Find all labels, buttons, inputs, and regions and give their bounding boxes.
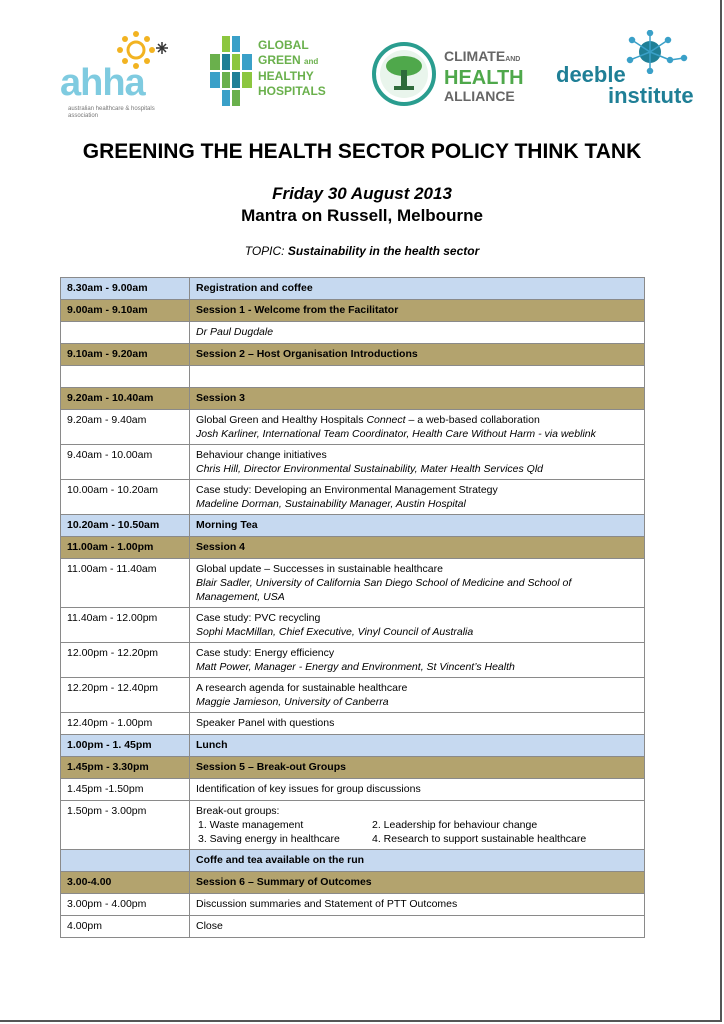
time-cell: 12.40pm - 1.00pm [61,713,190,735]
ggh-and: and [304,57,319,66]
item-cell [190,445,645,480]
time-cell: 1.00pm - 1. 45pm [61,735,190,757]
item-cell: Registration and coffee [190,278,645,300]
item-cell: Speaker Panel with questions [190,713,645,735]
time-cell: 10.00am - 10.20am [61,480,190,515]
item-title: Case study: PVC recycling [196,612,321,624]
time-cell: 9.10am - 9.20am [61,344,190,366]
breakout-groups-list [196,818,638,846]
table-row [61,366,645,388]
speaker-name: Josh Karliner, International Team Coordinator, Health Care Without Harm - via weblink [196,428,596,440]
table-row [61,278,645,300]
table-row [61,779,645,801]
item-title: Case study: Developing an Environmental Management Strategy [196,484,498,496]
item-cell [190,322,645,344]
item-cell [190,559,645,608]
table-row [61,515,645,537]
ggh-logo [208,36,348,106]
table-row [61,801,645,850]
table-row [61,850,645,872]
cha-wordmark [444,48,524,104]
time-cell: 11.00am - 1.00pm [61,537,190,559]
item-cell [190,608,645,643]
item-title: Break-out groups: [196,805,280,817]
ggh-line2 [258,53,326,69]
item-cell: Discussion summaries and Statement of PTT Outcomes [190,894,645,916]
table-row [61,445,645,480]
list-item: 2. Leadership for behaviour change [372,819,538,831]
cha-line2: HEALTH [444,67,524,89]
time-cell: 3.00-4.00 [61,872,190,894]
cha-climate: CLIMATE [444,48,506,64]
time-cell: 1.45pm -1.50pm [61,779,190,801]
ggh-line3: HEALTHY [258,69,314,83]
item-cell [190,801,645,850]
time-cell: 3.00pm - 4.00pm [61,894,190,916]
item-cell [190,678,645,713]
speaker-name: Chris Hill, Director Environmental Sustainability, Mater Health Services Qld [196,463,544,475]
time-cell: 4.00pm [61,916,190,938]
table-row [61,735,645,757]
table-row [61,713,645,735]
table-row [61,344,645,366]
table-row [61,608,645,643]
time-cell: 8.30am - 9.00am [61,278,190,300]
item-cell [190,410,645,445]
item-title: Case study: Energy efficiency [196,647,335,659]
ggh-line4: HOSPITALS [258,84,326,98]
item-title [196,414,540,426]
table-row [61,410,645,445]
time-cell [61,322,190,344]
deeble-logo [556,30,696,110]
item-title-pre: Global Green and Healthy Hospitals [196,414,367,426]
time-cell: 9.00am - 9.10am [61,300,190,322]
time-cell: 10.20am - 10.50am [61,515,190,537]
time-cell: 12.20pm - 12.40pm [61,678,190,713]
table-row [61,757,645,779]
time-cell: 9.20am - 9.40am [61,410,190,445]
topic-text: Sustainability in the health sector [287,244,480,258]
item-cell: Coffe and tea available on the run [190,850,645,872]
item-cell: Session 1 - Welcome from the Facilitator [190,300,645,322]
cha-logo [372,42,532,112]
item-title: Global update – Successes in sustainable healthcare [196,563,443,575]
table-row [61,559,645,608]
time-cell: 1.45pm - 3.30pm [61,757,190,779]
table-row [61,678,645,713]
item-title: Behaviour change initiatives [196,449,327,461]
tree-globe-icon [372,42,436,106]
table-row [61,300,645,322]
topic-line [0,244,724,258]
item-title-post: – a web-based collaboration [405,414,540,426]
cross-grid-icon [208,36,254,106]
cha-and: AND [505,56,521,63]
table-row [61,872,645,894]
table-row [61,894,645,916]
time-cell: 12.00pm - 12.20pm [61,643,190,678]
item-cell: Identification of key issues for group discussions [190,779,645,801]
time-cell: 1.50pm - 3.00pm [61,801,190,850]
item-cell: Session 5 – Break-out Groups [190,757,645,779]
item-cell: Session 3 [190,388,645,410]
page-title: GREENING THE HEALTH SECTOR POLICY THINK TANK [82,140,642,163]
time-cell: 11.00am - 11.40am [61,559,190,608]
item-cell [190,480,645,515]
item-cell: Session 2 – Host Organisation Introductions [190,344,645,366]
item-cell: Lunch [190,735,645,757]
ahha-wordmark: ahha [60,62,145,104]
item-cell: Morning Tea [190,515,645,537]
item-cell: Session 6 – Summary of Outcomes [190,872,645,894]
time-cell [61,366,190,388]
speaker-name: Madeline Dorman, Sustainability Manager, Austin Hospital [196,498,466,510]
ggh-line1: GLOBAL [258,38,309,52]
table-row [61,388,645,410]
item-cell [190,643,645,678]
ahha-subtitle: australian healthcare & hospitals association [68,106,155,119]
speaker-name: Blair Sadler, University of California San Diego School of Medicine and School of Management, USA [196,577,572,603]
list-item: 3. Saving energy in healthcare [198,833,340,845]
table-row [61,643,645,678]
cha-line1 [444,48,524,68]
item-title-em: Connect [366,414,406,426]
deeble-line1: deeble [556,62,626,87]
speaker-name: Maggie Jamieson, University of Canberra [196,696,389,708]
time-cell: 9.20am - 10.40am [61,388,190,410]
table-row [61,537,645,559]
table-row [61,480,645,515]
topic-label: TOPIC: [244,244,285,258]
speaker-name: Dr Paul Dugdale [196,326,274,338]
speaker-name: Matt Power, Manager - Energy and Environment, St Vincent’s Health [196,661,515,673]
list-item: 4. Research to support sustainable healthcare [372,833,587,845]
event-venue: Mantra on Russell, Melbourne [241,206,483,225]
cha-line3: ALLIANCE [444,88,515,104]
time-cell: 11.40am - 12.00pm [61,608,190,643]
item-cell: Session 4 [190,537,645,559]
item-cell: Close [190,916,645,938]
table-row [61,916,645,938]
deeble-line2: institute [608,83,694,108]
ggh-wordmark [258,38,326,99]
event-date: Friday 30 August 2013 [272,184,452,203]
time-cell [61,850,190,872]
item-title: A research agenda for sustainable healthcare [196,682,408,694]
table-row [61,322,645,344]
item-cell [190,366,645,388]
ggh-green: GREEN [258,53,301,67]
ahha-logo [60,28,175,118]
list-item: 1. Waste management [198,819,304,831]
molecule-icon [620,30,690,74]
time-cell: 9.40am - 10.00am [61,445,190,480]
speaker-name: Sophi MacMillan, Chief Executive, Vinyl Council of Australia [196,626,474,638]
schedule-table [60,277,645,938]
